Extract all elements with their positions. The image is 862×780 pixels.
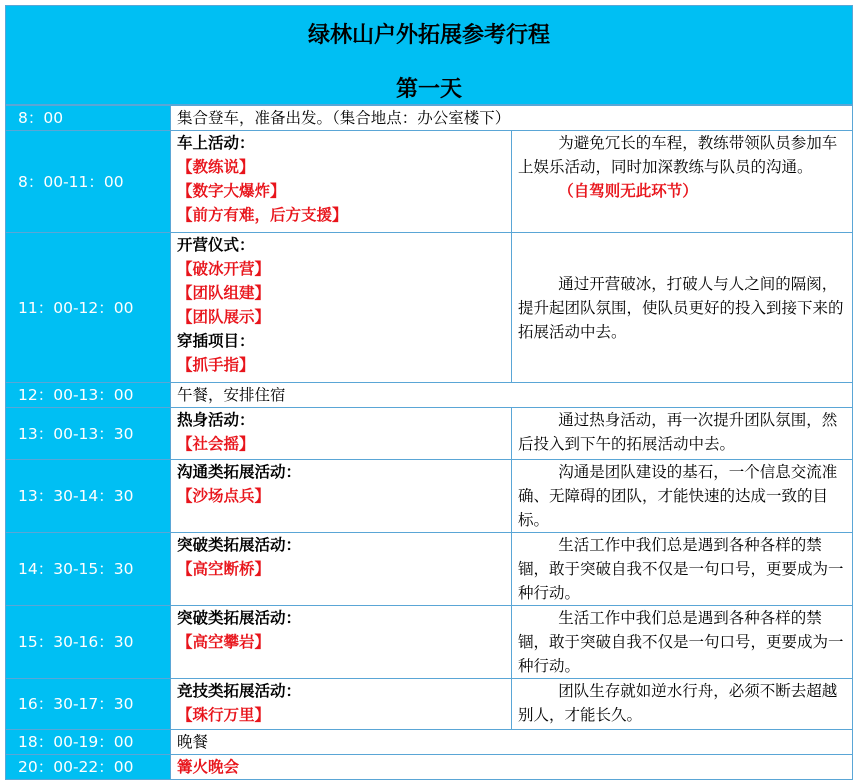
activity-item: 【社会摇】: [177, 435, 255, 453]
activity-heading: 车上活动：: [177, 134, 255, 152]
activity-cell: [171, 233, 512, 383]
description-text: 团队生存就如逆水行舟，必须不断去超越别人，才能长久。: [518, 682, 838, 724]
activity-item: 篝火晚会: [177, 758, 240, 776]
table-row: [6, 730, 853, 755]
table-row: [6, 233, 853, 383]
activity-cell: [171, 533, 512, 606]
description-cell: [512, 533, 853, 606]
day-title: 第一天: [395, 76, 462, 102]
content-cell: 午餐，安排住宿: [171, 383, 853, 408]
table-row: [6, 106, 853, 131]
activity-item: 【珠行万里】: [177, 706, 271, 724]
description-text: 沟通是团队建设的基石，一个信息交流准确、无障碍的团队，才能快速的达成一致的目标。: [518, 463, 838, 529]
time-cell: 8：00-11：00: [6, 131, 171, 233]
content-cell: 集合登车，准备出发。（集合地点：办公室楼下）: [171, 106, 853, 131]
description-text: 通过开营破冰，打破人与人之间的隔阂，提升起团队氛围，使队员更好的投入到接下来的拓展活动中去。: [518, 274, 844, 341]
activity-item: 【教练说】: [177, 158, 255, 176]
activity-item: 【团队组建】: [177, 284, 271, 302]
activity-heading: 突破类拓展活动：: [177, 609, 302, 627]
itinerary-header: [5, 5, 853, 105]
description-text: 为避免冗长的车程，教练带领队员参加车上娱乐活动，同时加深教练与队员的沟通。: [518, 134, 838, 176]
table-row: [6, 131, 853, 233]
activity-cell: [171, 408, 512, 460]
activity-item: 【数字大爆炸】: [177, 182, 286, 200]
itinerary-title: 绿林山户外拓展参考行程: [307, 22, 550, 48]
itinerary: [5, 5, 853, 780]
table-row: [6, 755, 853, 780]
description-cell: [512, 460, 853, 533]
time-cell: 20：00-22：00: [6, 755, 171, 780]
time-cell: 16：30-17：30: [6, 679, 171, 730]
table-row: [6, 408, 853, 460]
table-row: [6, 679, 853, 730]
description-cell: [512, 606, 853, 679]
description-text: 生活工作中我们总是遇到各种各样的禁锢，敢于突破自我不仅是一句口号，更要成为一种行动。: [518, 609, 844, 675]
table-row: [6, 533, 853, 606]
time-cell: 15：30-16：30: [6, 606, 171, 679]
activity-cell: [171, 606, 512, 679]
table-row: [6, 606, 853, 679]
description-text: 通过热身活动，再一次提升团队氛围，然后投入到下午的拓展活动中去。: [518, 411, 838, 453]
description-text: 生活工作中我们总是遇到各种各样的禁锢，敢于突破自我不仅是一句口号，更要成为一种行动。: [518, 536, 844, 602]
activity-cell: [171, 131, 512, 233]
description-note: （自驾则无此环节）: [558, 182, 698, 200]
activity-heading: 热身活动：: [177, 411, 255, 429]
activity-item: 【抓手指】: [177, 356, 255, 374]
time-cell: 18：00-19：00: [6, 730, 171, 755]
description-cell: [512, 131, 853, 233]
time-cell: 14：30-15：30: [6, 533, 171, 606]
content-cell: 晚餐: [171, 730, 853, 755]
activity-item: 【前方有难，后方支援】: [177, 206, 348, 224]
time-cell: 12：00-13：00: [6, 383, 171, 408]
activity-item: 【团队展示】: [177, 308, 271, 326]
table-row: [6, 383, 853, 408]
description-cell: [512, 679, 853, 730]
activity-heading: 开营仪式：: [177, 236, 255, 254]
activity-heading: 穿插项目：: [177, 332, 255, 350]
table-row: [6, 460, 853, 533]
time-cell: 8：00: [6, 106, 171, 131]
activity-heading: 沟通类拓展活动：: [177, 463, 302, 481]
time-cell: 11：00-12：00: [6, 233, 171, 383]
time-cell: 13：30-14：30: [6, 460, 171, 533]
activity-item: 【高空攀岩】: [177, 633, 271, 651]
activity-cell: [171, 679, 512, 730]
activity-item: 【破冰开营】: [177, 260, 271, 278]
description-cell: [512, 408, 853, 460]
activity-heading: 竞技类拓展活动：: [177, 682, 302, 700]
activity-item: 【沙场点兵】: [177, 487, 271, 505]
time-cell: 13：00-13：30: [6, 408, 171, 460]
activity-heading: 突破类拓展活动：: [177, 536, 302, 554]
activity-item: 【高空断桥】: [177, 560, 271, 578]
description-cell: [512, 233, 853, 383]
content-cell: [171, 755, 853, 780]
schedule-table: [5, 105, 853, 780]
activity-cell: [171, 460, 512, 533]
